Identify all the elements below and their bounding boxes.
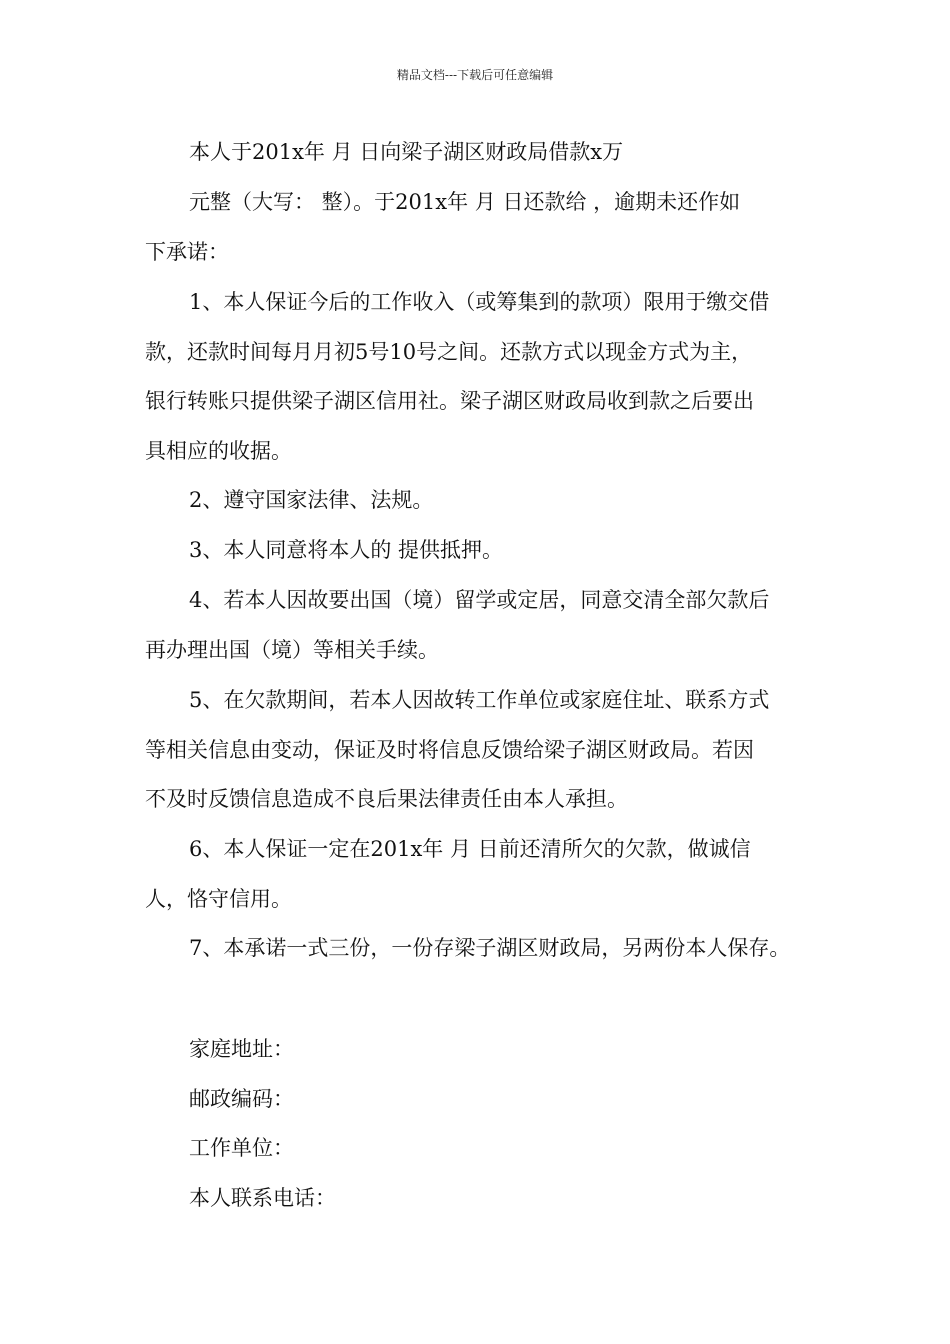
item-6-line-2: 人，恪守信用。 bbox=[145, 887, 292, 911]
field-phone-label: 本人联系电话： bbox=[189, 1186, 336, 1210]
item-4-line-2: 再办理出国（境）等相关手续。 bbox=[145, 638, 439, 662]
item-5-line-3: 不及时反馈信息造成不良后果法律责任由本人承担。 bbox=[145, 787, 628, 811]
item-1-line-4: 具相应的收据。 bbox=[145, 439, 292, 463]
item-4-line-1: 4、若本人因故要出国（境）留学或定居，同意交清全部欠款后 bbox=[189, 588, 770, 612]
item-3-line-1: 3、本人同意将本人的 提供抵押。 bbox=[189, 538, 504, 562]
item-6-line-1: 6、本人保证一定在201x年 月 日前还清所欠的欠款，做诚信 bbox=[189, 837, 751, 861]
page-header: 精品文档---下载后可任意编辑 bbox=[396, 68, 554, 82]
item-5-line-2: 等相关信息由变动，保证及时将信息反馈给梁子湖区财政局。若因 bbox=[145, 738, 754, 762]
item-5-line-1: 5、在欠款期间，若本人因故转工作单位或家庭住址、联系方式 bbox=[189, 688, 770, 712]
intro-line-3: 下承诺： bbox=[145, 240, 229, 264]
item-1-line-2: 款，还款时间每月月初5号10号之间。还款方式以现金方式为主， bbox=[145, 340, 753, 364]
item-1-line-1: 1、本人保证今后的工作收入（或筹集到的款项）限用于缴交借 bbox=[189, 290, 770, 314]
field-workplace-label: 工作单位： bbox=[189, 1136, 294, 1160]
item-7-line-1: 7、本承诺一式三份，一份存梁子湖区财政局，另两份本人保存。 bbox=[189, 936, 791, 960]
field-postcode-label: 邮政编码： bbox=[189, 1087, 294, 1111]
item-2-line-1: 2、遵守国家法律、法规。 bbox=[189, 488, 434, 512]
field-address-label: 家庭地址： bbox=[189, 1037, 294, 1061]
intro-line-1: 本人于201x年 月 日向梁子湖区财政局借款x万 bbox=[189, 140, 624, 164]
item-1-line-3: 银行转账只提供梁子湖区信用社。梁子湖区财政局收到款之后要出 bbox=[145, 389, 754, 413]
intro-line-2: 元整（大写： 整）。于201x年 月 日还款给 ，逾期未还作如 bbox=[189, 190, 741, 214]
